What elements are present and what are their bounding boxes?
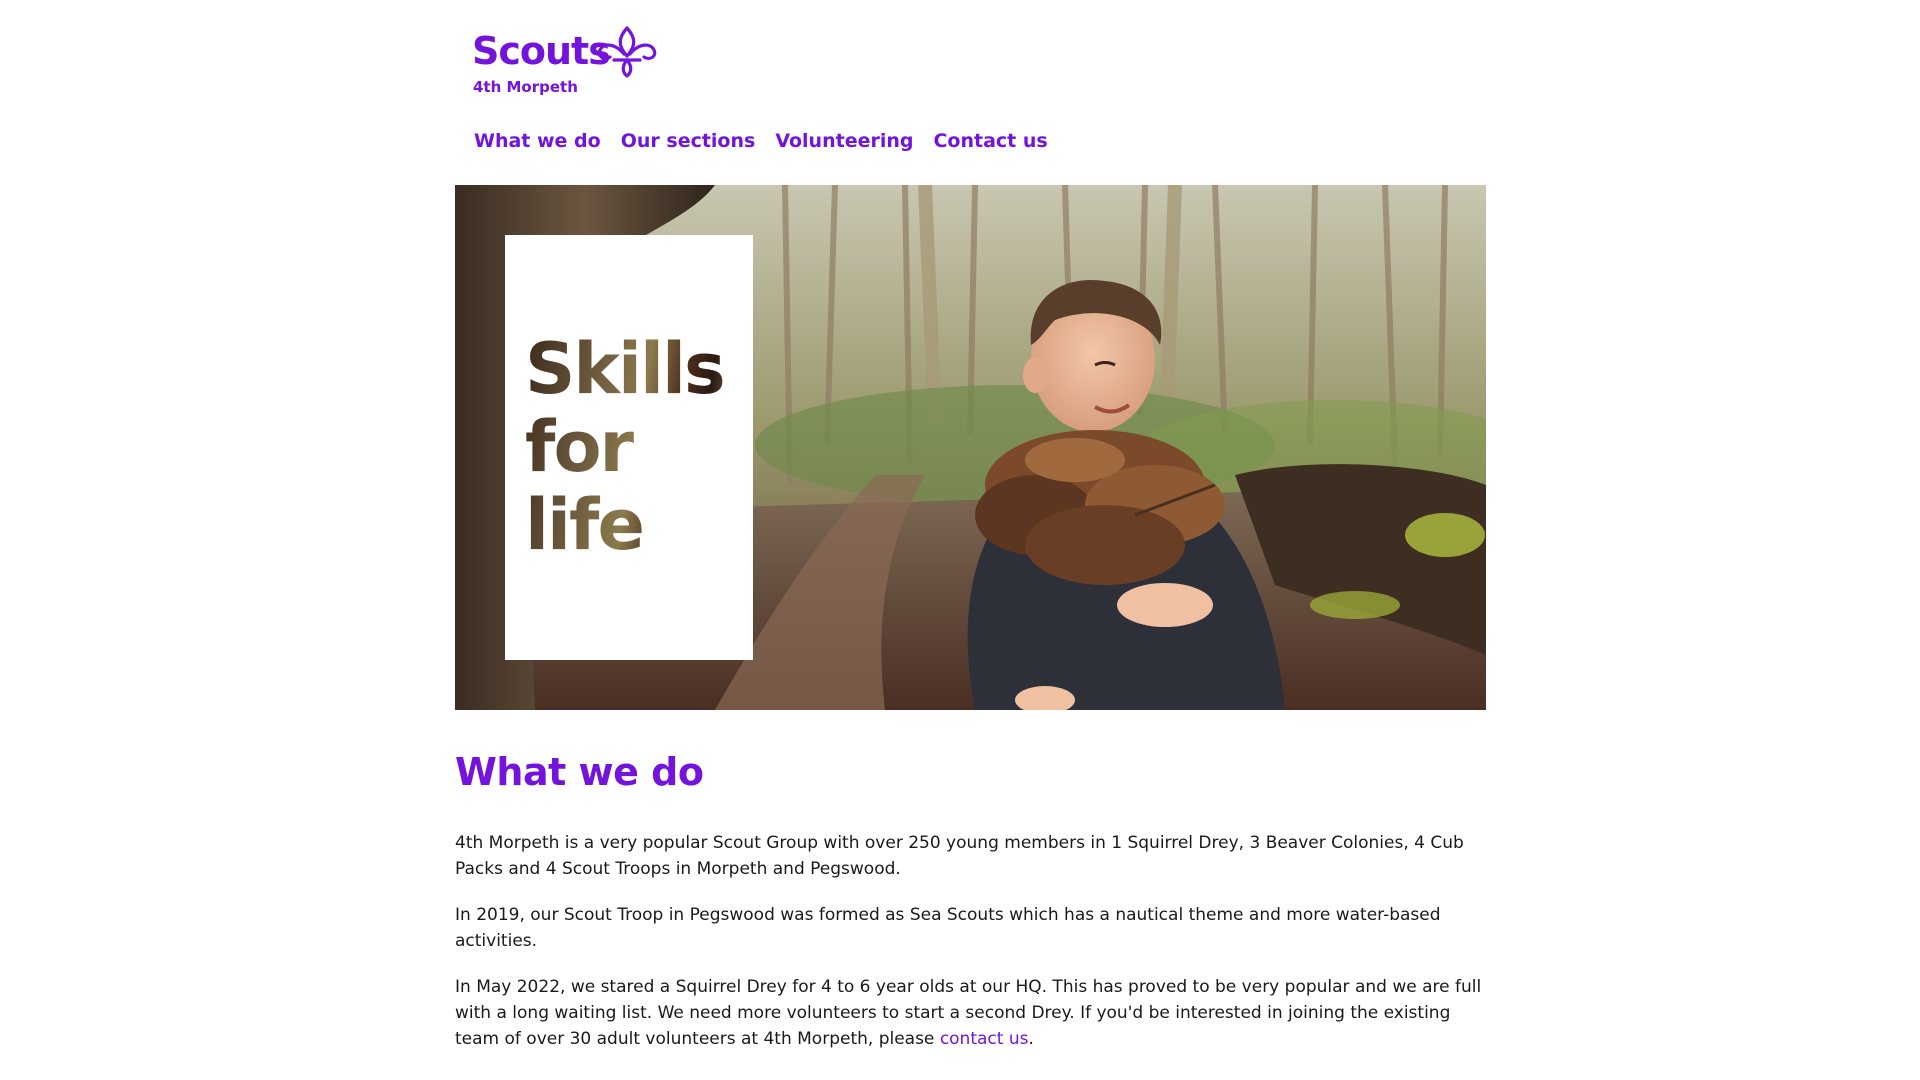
nav-link-volunteering[interactable]: Volunteering [775, 130, 914, 152]
nav-link-contact-us[interactable]: Contact us [933, 130, 1048, 152]
hero-tagline [525, 330, 745, 564]
nav-link-what-we-do[interactable]: What we do [474, 130, 601, 152]
page-title: What we do [455, 750, 704, 794]
main-content [455, 830, 1495, 1072]
paragraph-3-end: . [1028, 1029, 1034, 1049]
intro-paragraph-1: 4th Morpeth is a very popular Scout Group with over 250 young members in 1 Squirrel Drey, 3 Beaver Colonies, 4 Cub Packs and 4 Scout Troops in Morpeth and Pegswood. [455, 833, 1464, 879]
hero-tagline-line-3: life [525, 484, 643, 566]
hero-tagline-card [505, 235, 753, 660]
scouts-logo-link[interactable] [472, 24, 672, 100]
contact-us-link[interactable]: contact us [939, 1029, 1029, 1049]
logo-group-name: 4th Morpeth [473, 78, 578, 96]
nav-item-what-we-do [474, 128, 611, 154]
intro-paragraph-3 [455, 974, 1495, 1052]
nav-item-contact-us [923, 128, 1057, 154]
hero-tagline-line-2: for [525, 406, 633, 488]
nav-item-volunteering [765, 128, 923, 154]
fleur-de-lis-icon [596, 24, 658, 80]
nav-link-our-sections[interactable]: Our sections [620, 130, 756, 152]
hero-tagline-line-1: Skills [525, 328, 724, 410]
hero-banner [455, 185, 1486, 710]
nav-item-our-sections [611, 128, 766, 154]
logo-wordmark: Scouts [472, 29, 610, 73]
paragraph-3-text: In May 2022, we stared a Squirrel Drey for 4 to 6 year olds at our HQ. This has proved to be very popular and we are full with a long waiting list. We need more volunteers to start a second Drey. If you'd be interested in joining the existing team of over 30 adult volunteers at 4th Morpeth, please [455, 977, 1482, 1049]
intro-paragraph-2: In 2019, our Scout Troop in Pegswood was formed as Sea Scouts which has a nautical theme and more water-based activities. [455, 905, 1441, 951]
main-nav [474, 128, 1058, 154]
